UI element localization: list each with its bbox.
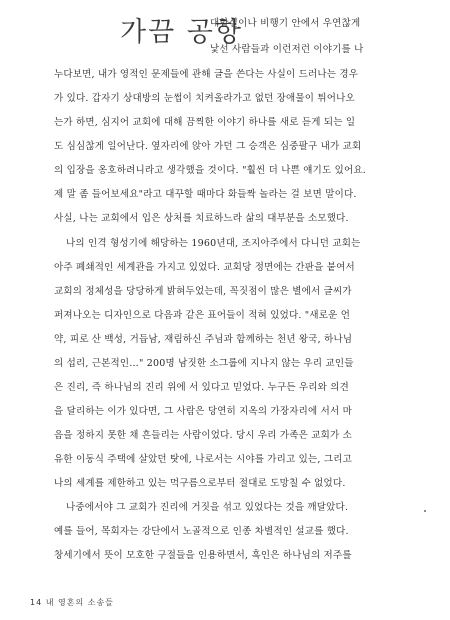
- text-line: 교회의 정체성을 당당하게 밝혀두었는데, 꼭짓점이 많은 별에서 글씨가: [54, 286, 352, 297]
- text-line: 누다보면, 내가 영적인 문제들에 관해 글을 쓴다는 사실이 드러나는 경우: [54, 69, 359, 80]
- text-line: 사실, 나는 교회에서 입은 상처를 치료하느라 삶의 대부분을 소모했다.: [54, 213, 349, 224]
- text-line: 나의 인격 형성기에 해당하는 1960년대, 조지아주에서 다니던 교회는: [66, 238, 361, 249]
- text-line: 대합실이나 비행기 안에서 우연찮게: [210, 18, 361, 29]
- text-line: 약, 피로 산 백성, 거듭남, 재림하신 주님과 함께하는 천년 왕국, 하나님: [54, 334, 353, 345]
- chapter-heading: 가끔 공항: [120, 17, 243, 48]
- text-line: 예를 들어, 목회자는 강단에서 노골적으로 인종 차별적인 설교를 했다.: [54, 526, 349, 537]
- text-line: 은 진리, 즉 하나님의 진리 위에 서 있다고 믿었다. 누구든 우리와 의견: [54, 382, 350, 393]
- text-line: 아주 폐쇄적인 세계관을 가지고 있었다. 교회당 정면에는 간판을 붙여서: [54, 262, 355, 273]
- text-line: 낯선 사람들과 이런저런 이야기를 나: [210, 44, 364, 55]
- text-line: 유한 이동식 주택에 살았던 탓에, 나로서는 시야를 가리고 있는, 그리고: [54, 454, 352, 465]
- text-line: 의 섭리, 근본적인…" 200명 남짓한 소그룹에 지나지 않는 우리 교인들: [54, 358, 354, 369]
- text-line: 나중에서야 그 교회가 진리에 거짓을 섞고 있었다는 것을 깨달았다.: [66, 502, 349, 513]
- text-line: 창세기에서 뜻이 모호한 구절들을 인용하면서, 흑인은 하나님의 저주를: [54, 550, 352, 561]
- text-line: 가 있다. 갑자기 상대방의 눈썹이 치켜올라가고 없던 장애물이 튀어나오: [54, 93, 355, 104]
- text-line: 는가 하면, 심지어 교회에 대해 끔찍한 이야기 하나를 새로 듣게 되는 일: [54, 117, 356, 128]
- page-footer: 14 내 영혼의 소송들: [30, 598, 114, 607]
- text-line: 의 입장을 옹호하려니라고 생각했을 것이다. "훨씬 더 나쁜 얘기도 있어요.: [54, 165, 366, 176]
- margin-dot: [424, 510, 426, 512]
- text-line: 제 말 좀 들어보세요"라고 대꾸할 때마다 화들짝 놀라는 걸 보면 말이다.: [54, 189, 357, 200]
- text-line: 나의 세계를 제한하고 있는 먹구름으로부터 절대로 도망칠 수 없었다.: [54, 478, 346, 489]
- text-line: 음을 정하지 못한 채 흔들리는 사람이었다. 당시 우리 가족은 교회가 소: [54, 430, 352, 441]
- text-line: 도 심심찮게 일어난다. 옆자리에 앉아 가던 그 승객은 심중팔구 내가 교회: [54, 141, 362, 152]
- text-line: 퍼져나오는 디자인으로 다음과 같은 표어들이 적혀 있었다. "새로운 언: [54, 310, 351, 321]
- text-line: 을 달리하는 이가 있다면, 그 사람은 당연히 지옥의 가장자리에 서서 마: [54, 406, 352, 417]
